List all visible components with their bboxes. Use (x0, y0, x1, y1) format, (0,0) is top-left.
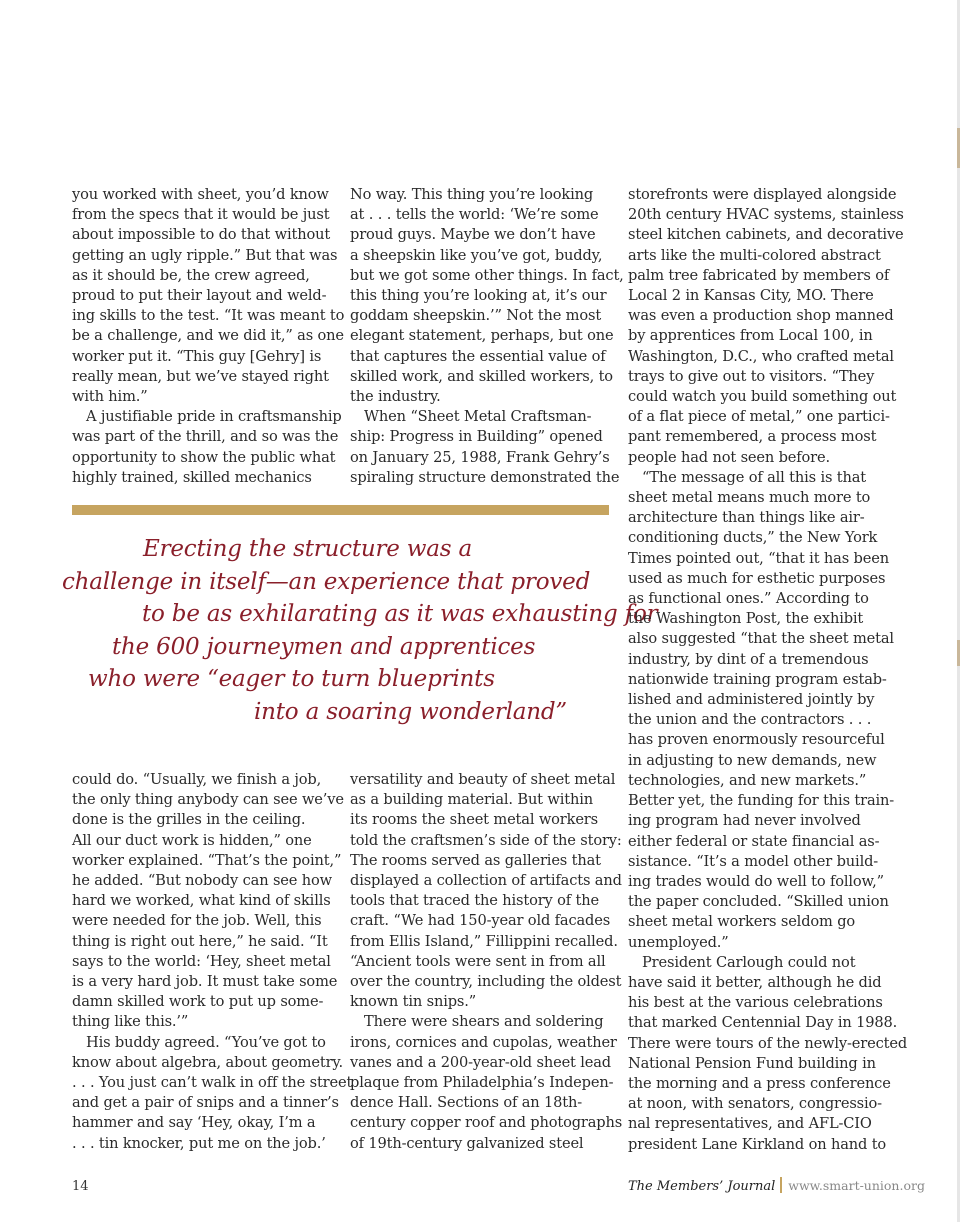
text-line: 20th century HVAC systems, stainless (628, 206, 904, 224)
text-line: National Pension Fund building in (628, 1054, 876, 1072)
text-line: hammer and say ‘Hey, okay, I’m a (72, 1114, 316, 1132)
text-line: a sheepskin like you’ve got, buddy, (350, 246, 603, 264)
text-line: his best at the various celebrations (628, 994, 883, 1012)
text-line: ing trades would do well to follow,” (628, 872, 884, 890)
text-line: industry, by dint of a tremendous (628, 650, 869, 668)
text-line: unemployed.” (628, 933, 729, 951)
text-line: getting an ugly ripple.” But that was (72, 246, 338, 264)
text-line: from the specs that it would be just (72, 206, 330, 224)
pull-quote-line: challenge in itself—an experience that proved (62, 568, 591, 595)
text-line: done is the grilles in the ceiling. (72, 811, 306, 829)
column-2-top (350, 185, 624, 488)
text-line: sheet metal workers seldom go (628, 913, 856, 931)
pull-quote-rule (72, 505, 609, 515)
text-line: and get a pair of snips and a tinner’s (72, 1094, 339, 1112)
footer-divider (780, 1177, 782, 1193)
text-line: of 19th-century galvanized steel (350, 1134, 584, 1152)
footer-url: www.smart-union.org (788, 1178, 925, 1193)
text-line: All our duct work is hidden,” one (72, 831, 312, 849)
text-line: Local 2 in Kansas City, MO. There (628, 287, 874, 305)
pull-quote-line: Erecting the structure was a (143, 536, 473, 562)
text-line: “Ancient tools were sent in from all (350, 952, 606, 970)
text-line: worker put it. “This guy [Gehry] is (72, 347, 322, 365)
text-line: were needed for the job. Well, this (72, 912, 322, 930)
pull-quote-line: to be as exhilarating as it was exhausting for (142, 601, 658, 627)
text-line: as it should be, the crew agreed, (72, 266, 310, 284)
text-line: When “Sheet Metal Craftsman- (364, 408, 592, 426)
text-line: palm tree fabricated by members of (628, 266, 890, 284)
text-line: was part of the thrill, and so was the (72, 428, 339, 446)
text-line: on January 25, 1988, Frank Gehry’s (350, 448, 610, 466)
text-line: thing is right out here,” he said. “It (72, 932, 328, 950)
text-line: either federal or state financial as- (628, 832, 880, 850)
text-line: plaque from Philadelphia’s Indepen- (350, 1074, 614, 1092)
text-line: Times pointed out, “that it has been (628, 549, 889, 567)
text-line: by apprentices from Local 100, in (628, 327, 873, 345)
text-line: could watch you build something out (628, 388, 897, 406)
text-line: craft. “We had 150-year old facades (350, 912, 611, 930)
text-line: No way. This thing you’re looking (350, 186, 594, 203)
text-line: thing like this.’” (72, 1013, 189, 1031)
text-line: nal representatives, and AFL-CIO (628, 1115, 872, 1133)
column-3 (628, 185, 908, 1155)
text-line: in adjusting to new demands, new (628, 751, 877, 769)
text-line: sistance. “It’s a model other build- (628, 852, 879, 870)
text-line: over the country, including the oldest (350, 973, 622, 991)
text-line: lished and administered jointly by (628, 691, 875, 709)
text-line: the paper concluded. “Skilled union (628, 893, 889, 911)
pull-quote-line: the 600 journeymen and apprentices (112, 633, 536, 660)
text-line: elegant statement, perhaps, but one (350, 327, 614, 345)
text-line: versatility and beauty of sheet metal (350, 771, 616, 788)
text-line: but we got some other things. In fact, (350, 266, 624, 284)
text-line: that captures the essential value of (350, 347, 606, 365)
pull-quote (0, 533, 658, 733)
text-line: at . . . tells the world: ‘We’re some (350, 206, 599, 224)
text-line: of a flat piece of metal,” one partici- (628, 408, 890, 426)
text-line: as a building material. But within (350, 791, 593, 809)
text-line: worker explained. “That’s the point,” (72, 851, 342, 869)
journal-title: The Members’ Journal (628, 1179, 776, 1194)
text-line: spiraling structure demonstrated the (350, 468, 620, 486)
text-line: ing skills to the test. “It was meant to (72, 307, 345, 325)
text-line: irons, cornices and cupolas, weather (350, 1033, 617, 1051)
text-line: ing program had never involved (628, 812, 861, 830)
page-number: 14 (72, 1179, 89, 1194)
text-line: the only thing anybody can see we’ve (72, 791, 344, 809)
text-line: architecture than things like air- (628, 509, 865, 527)
text-line: pant remembered, a process most (628, 428, 877, 446)
text-line: There were shears and soldering (364, 1013, 604, 1031)
text-line: from Ellis Island,” Fillippini recalled. (350, 932, 618, 950)
text-line: skilled work, and skilled workers, to (350, 367, 613, 385)
text-line: sheet metal means much more to (628, 489, 871, 507)
pull-quote-line: into a soaring wonderland” (254, 698, 567, 725)
text-line: Washington, D.C., who crafted metal (628, 347, 894, 365)
text-line: His buddy agreed. “You’ve got to (86, 1033, 326, 1051)
text-line: Better yet, the funding for this train- (628, 792, 895, 810)
text-line: could do. “Usually, we finish a job, (72, 771, 322, 788)
text-line: is a very hard job. It must take some (72, 973, 338, 991)
text-line: steel kitchen cabinets, and decorative (628, 226, 904, 244)
text-line: as functional ones.” According to (628, 590, 869, 608)
text-line: tools that traced the history of the (350, 892, 599, 910)
text-line: says to the world: ‘Hey, sheet metal (72, 952, 331, 970)
text-line: the morning and a press conference (628, 1074, 891, 1092)
text-line: its rooms the sheet metal workers (350, 811, 598, 829)
text-line: about impossible to do that without (72, 226, 331, 244)
text-line: A justifiable pride in craftsmanship (86, 408, 342, 426)
text-line: The rooms served as galleries that (350, 851, 601, 869)
text-line: dence Hall. Sections of an 18th- (350, 1094, 583, 1112)
text-line: highly trained, skilled mechanics (72, 468, 312, 486)
text-line: the Washington Post, the exhibit (628, 610, 864, 628)
text-line: technologies, and new markets.” (628, 771, 867, 789)
column-1-bottom (72, 770, 353, 1154)
text-line: really mean, but we’ve stayed right (72, 367, 329, 385)
text-line: vanes and a 200-year-old sheet lead (350, 1053, 612, 1071)
text-line: has proven enormously resourceful (628, 731, 885, 749)
text-line: century copper roof and photographs (350, 1114, 623, 1132)
text-line: that marked Centennial Day in 1988. (628, 1014, 898, 1032)
text-line: be a challenge, and we did it,” as one (72, 327, 344, 345)
text-line: There were tours of the newly-erected (628, 1034, 908, 1052)
pull-quote-line: who were “eager to turn blueprints (88, 666, 495, 692)
text-line: opportunity to show the public what (72, 448, 336, 466)
text-line: ship: Progress in Building” opened (350, 428, 603, 446)
text-line: proud to put their layout and weld- (72, 287, 327, 305)
text-line: proud guys. Maybe we don’t have (350, 226, 596, 244)
text-line: people had not seen before. (628, 448, 830, 466)
text-line: known tin snips.” (350, 993, 477, 1011)
text-line: the industry. (350, 388, 441, 406)
text-line: president Lane Kirkland on hand to (628, 1135, 887, 1153)
text-line: . . . tin knocker, put me on the job.’ (72, 1134, 326, 1152)
text-line: he added. “But nobody can see how (72, 872, 332, 890)
text-line: used as much for esthetic purposes (628, 569, 886, 587)
text-line: with him.” (72, 388, 148, 406)
text-line: arts like the multi-colored abstract (628, 246, 881, 264)
text-line: conditioning ducts,” the New York (628, 529, 878, 547)
text-line: also suggested “that the sheet metal (628, 630, 894, 648)
text-line: trays to give out to visitors. “They (628, 367, 875, 385)
page-footer (628, 1177, 925, 1194)
text-line: hard we worked, what kind of skills (72, 892, 331, 910)
text-line: at noon, with senators, congressio- (628, 1095, 882, 1113)
text-line: . . . You just can’t walk in off the street (72, 1074, 353, 1092)
text-line: goddam sheepskin.’” Not the most (350, 307, 602, 325)
text-line: nationwide training program estab- (628, 670, 887, 688)
column-1-top (72, 185, 345, 488)
text-line: the union and the contractors . . . (628, 711, 872, 729)
text-line: displayed a collection of artifacts and (350, 872, 622, 890)
text-line: have said it better, although he did (628, 973, 882, 991)
text-line: “The message of all this is that (642, 468, 867, 486)
text-line: storefronts were displayed alongside (628, 186, 897, 203)
text-line: damn skilled work to put up some- (72, 993, 324, 1011)
column-2-bottom (350, 770, 623, 1154)
text-line: President Carlough could not (642, 953, 856, 971)
text-line: you worked with sheet, you’d know (72, 186, 329, 203)
text-line: know about algebra, about geometry. (72, 1053, 344, 1071)
text-line: this thing you’re looking at, it’s our (350, 287, 607, 305)
text-line: was even a production shop manned (628, 307, 894, 325)
text-line: told the craftsmen’s side of the story: (350, 831, 622, 849)
